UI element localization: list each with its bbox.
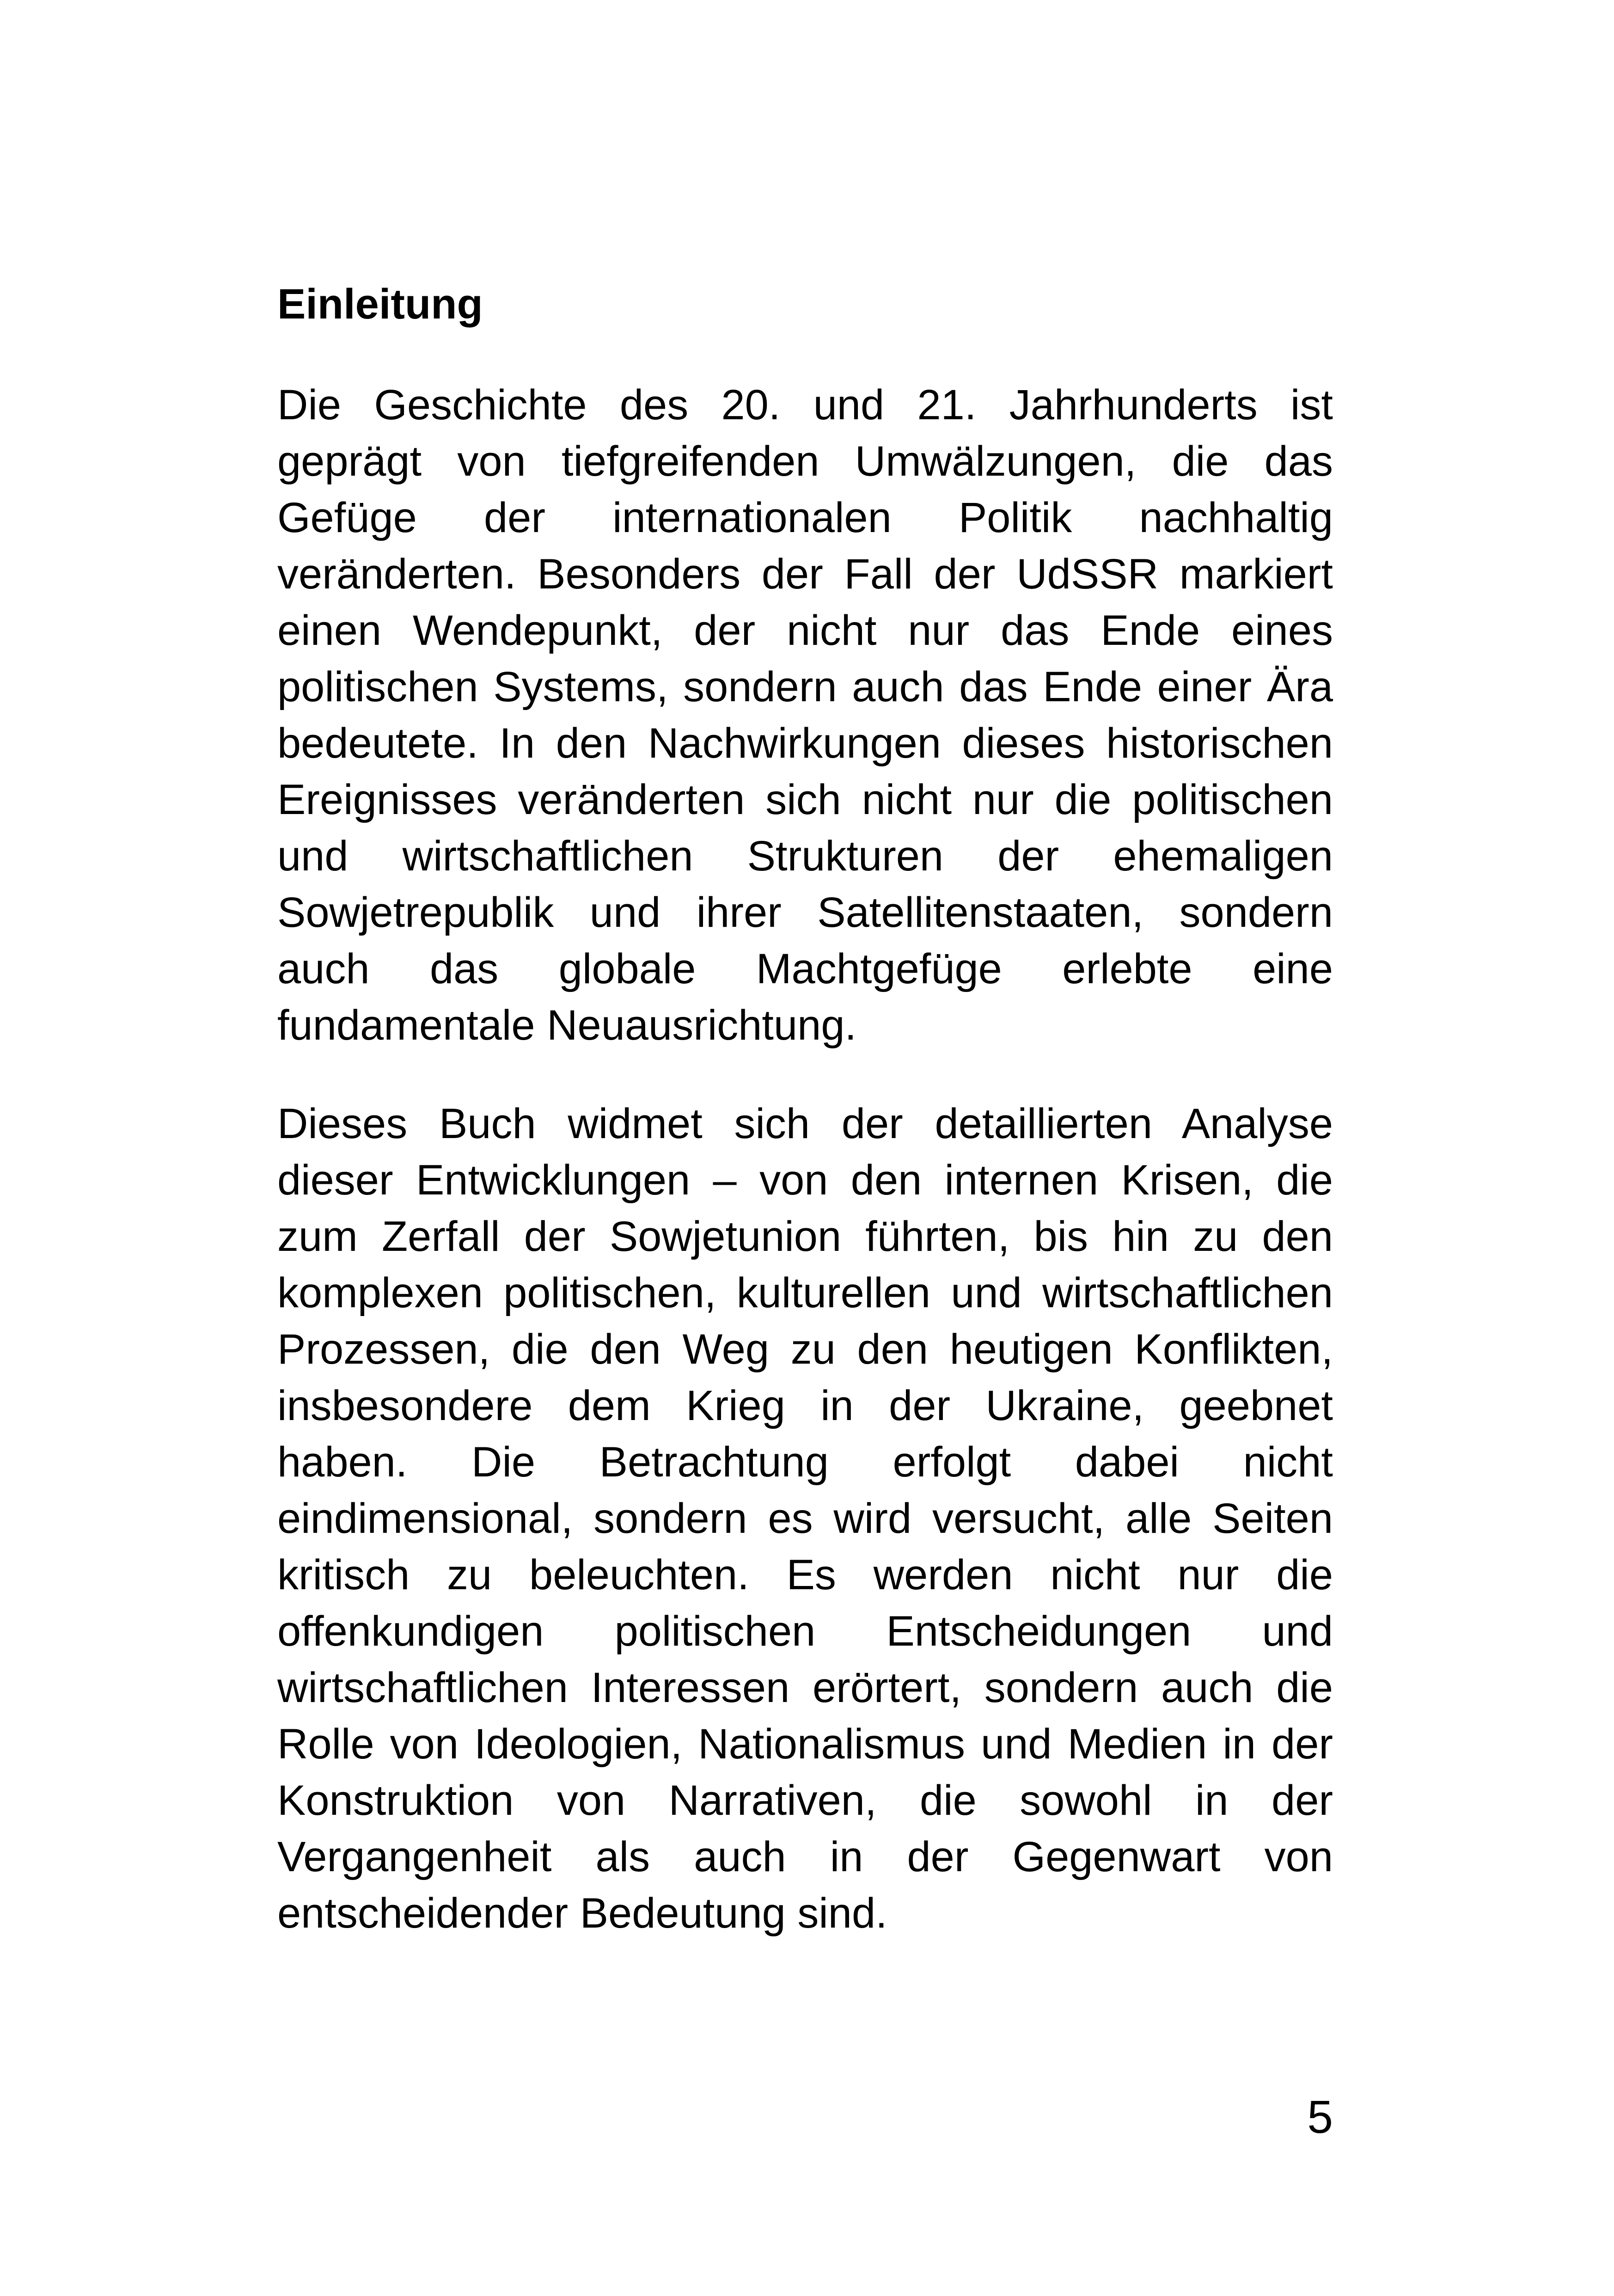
page-number: 5 [1307, 2091, 1333, 2143]
body-paragraph-2: Dieses Buch widmet sich der detaillierten Analyse dieser Entwicklungen – von den internen Krisen, die zum Zerfall der Sowjetunion führten, bis hin zu den komplexen politischen, kulturellen und wirtschaftlichen Prozessen, die den Weg zu den heutigen Konflikten, insbesondere dem Krieg in der Ukraine, geebnet haben. Die Betrachtung erfolgt dabei nicht eindimensional, sondern es wird versucht, alle Seiten kritisch zu beleuchten. Es werden nicht nur die offenkundigen politischen Entscheidungen und wirtschaftlichen Interessen erörtert, sondern auch die Rolle von Ideologien, Nationalismus und Medien in der Konstruktion von Narrativen, die sowohl in der Vergangenheit als auch in der Gegenwart von entscheidender Bedeutung sind. [277, 1100, 1333, 1937]
body-paragraph-1: Die Geschichte des 20. und 21. Jahrhunderts ist geprägt von tiefgreifenden Umwälzungen, die das Gefüge der internationalen Politik nachhaltig veränderten. Besonders der Fall der UdSSR markiert einen Wendepunkt, der nicht nur das Ende eines politischen Systems, sondern auch das Ende einer Ära bedeutete. In den Nachwirkungen dieses historischen Ereignisses veränderten sich nicht nur die politischen und wirtschaftlichen Strukturen der ehemaligen Sowjetrepublik und ihrer Satellitenstaaten, sondern auch das globale Machtgefüge erlebte eine fundamentale Neuausrichtung. [277, 381, 1333, 1049]
chapter-heading: Einleitung [277, 281, 483, 328]
